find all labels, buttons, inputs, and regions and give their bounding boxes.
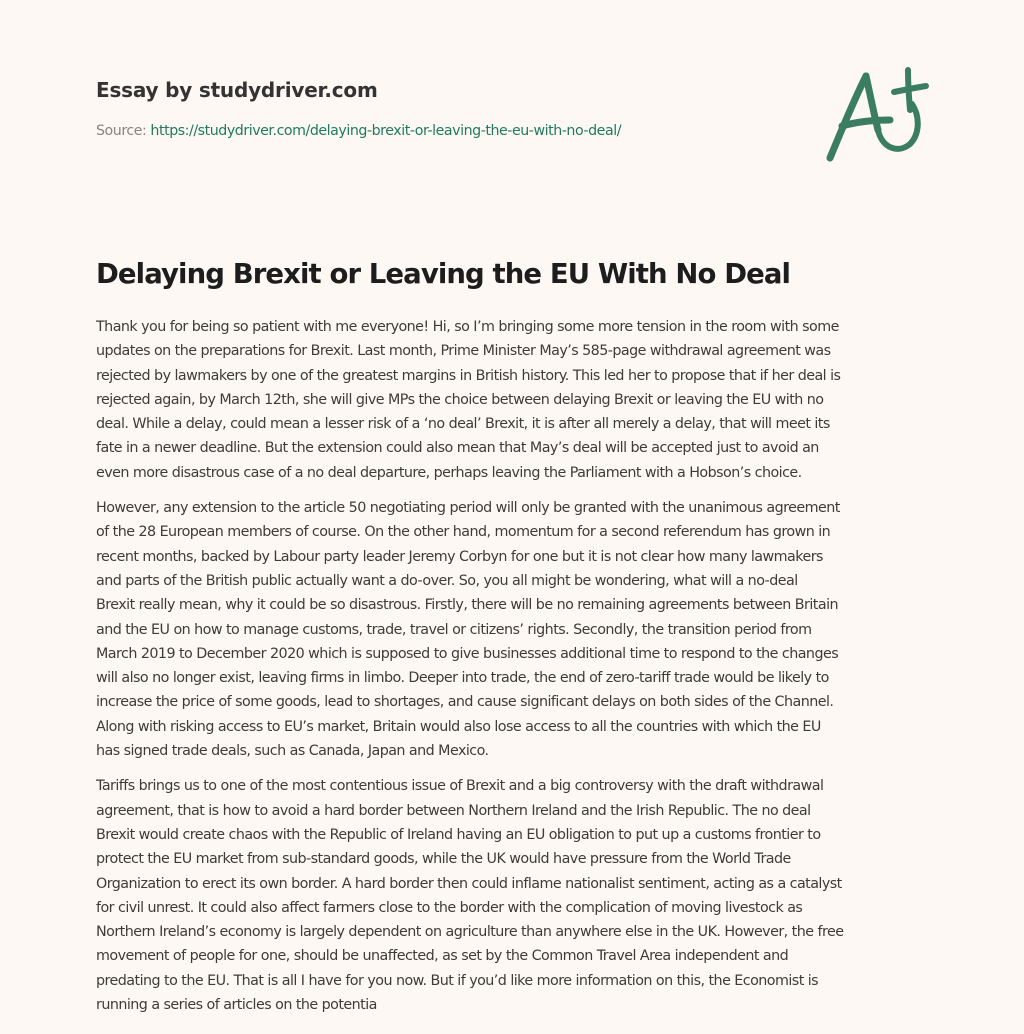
essay-paragraph-1 [96,315,928,485]
text-line: for civil unrest. It could also affect farmers close to the border with the complication of moving livestock as [96,899,803,916]
text-line: However, any extension to the article 50 negotiating period will only be granted with the unanimous agreement [96,500,840,517]
text-line: and parts of the British public actually want a do-over. So, you all might be wondering, what will a no-deal [96,572,798,589]
text-line: recent months, backed by Labour party leader Jeremy Corbyn for one but it is not clear how many lawmakers [96,548,823,565]
essay-title: Delaying Brexit or Leaving the EU With No Deal [96,258,791,290]
text-line: has signed trade deals, such as Canada, Japan and Mexico. [96,743,489,760]
text-line: rejected by lawmakers by one of the greatest margins in British history. This led her to propose that if her deal is [96,367,841,384]
text-line: Tariffs brings us to one of the most contentious issue of Brexit and a big controversy with the draft withdrawal [96,778,824,795]
text-line: Along with risking access to EU’s market, Britain would also lose access to all the countries with which the EU [96,718,821,735]
text-line: protect the EU market from sub-standard goods, while the UK would have pressure from the World Trade [96,851,791,868]
a-plus-grade-icon [820,64,932,168]
text-line: rejected again, by March 12th, she will give MPs the choice between delaying Brexit or leaving the EU with no [96,391,824,408]
essay-body [96,315,928,1028]
text-line: Brexit would create chaos with the Republic of Ireland having an EU obligation to put up a customs frontier to [96,826,821,843]
text-line: updates on the preparations for Brexit. Last month, Prime Minister May’s 585-page withdrawal agreement was [96,343,831,360]
text-line: Thank you for being so patient with me everyone! Hi, so I’m bringing some more tension in the room with some [96,319,839,335]
site-title: Essay by studydriver.com [96,78,378,102]
text-line: Northern Ireland’s economy is largely dependent on agriculture than anywhere else in the UK. However, the free [96,924,844,941]
text-line: increase the price of some goods, lead to shortages, and cause significant delays on both sides of the Channel. [96,694,834,711]
text-line: March 2019 to December 2020 which is supposed to give businesses additional time to respond to the changes [96,645,839,662]
text-line: predating to the EU. That is all I have for you now. But if you’d like more information on this, the Economist is [96,972,819,989]
source-link[interactable]: https://studydriver.com/delaying-brexit-or-leaving-the-eu-with-no-deal/ [150,123,622,139]
text-line: of the 28 European members of course. On the other hand, momentum for a second referendum has grown in [96,524,831,541]
text-line: fate in a newer deadline. But the extension could also mean that May’s deal will be accepted just to avoid an [96,440,819,457]
essay-paragraph-2 [96,496,928,763]
text-line: and the EU on how to manage customs, trade, travel or citizens’ rights. Secondly, the transition period from [96,621,812,638]
text-line: Brexit really mean, why it could be so disastrous. Firstly, there will be no remaining agreements between Britain [96,597,839,614]
text-line: will also no longer exist, leaving firms in limbo. Deeper into trade, the end of zero-tariff trade would be likely to [96,670,829,687]
text-line: running a series of articles on the potentia [96,997,377,1014]
text-line: movement of people for one, should be unaffected, as set by the Common Travel Area independent and [96,948,789,965]
source-label: Source: [96,123,151,139]
text-line: deal. While a delay, could mean a lesser risk of a ‘no deal’ Brexit, it is after all merely a delay, that will meet its [96,416,830,433]
essay-paragraph-3 [96,774,928,1017]
page-header [96,76,936,141]
text-line: Organization to erect its own border. A hard border then could inflame nationalist sentiment, acting as a catalyst [96,875,842,892]
text-line: agreement, that is how to avoid a hard border between Northern Ireland and the Irish Republic. The no deal [96,802,811,819]
source-line [96,121,936,141]
text-line: even more disastrous case of a no deal departure, perhaps leaving the Parliament with a Hobson’s choice. [96,464,802,481]
